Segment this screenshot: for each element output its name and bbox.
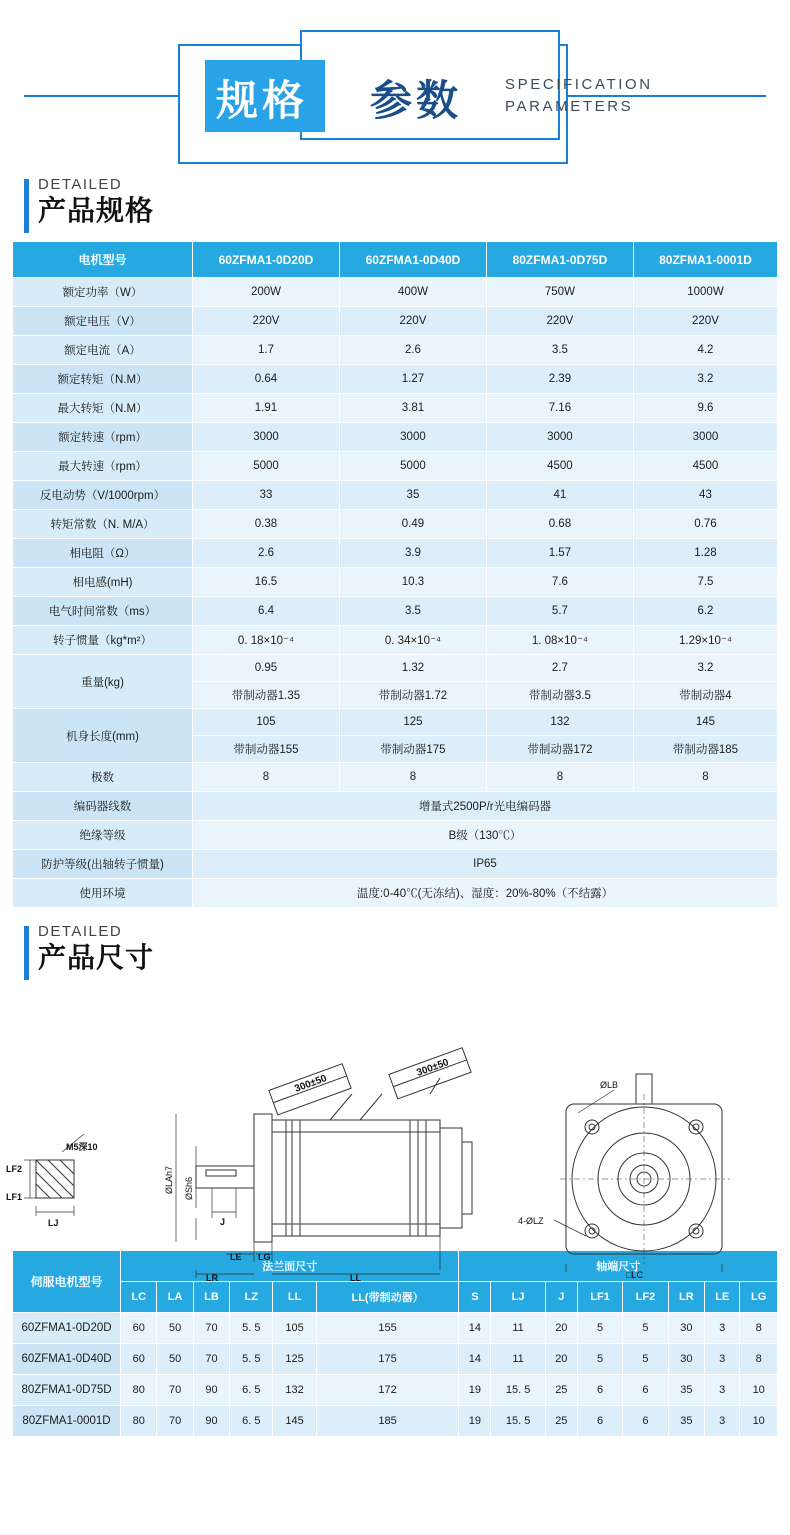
spec-cell: 16.5 (193, 568, 340, 597)
dim-row (13, 1313, 778, 1344)
spec-row-label: 重量(kg) (13, 655, 193, 709)
dim-cell: 70 (193, 1344, 229, 1375)
spec-cell: 7.5 (633, 568, 777, 597)
spec-cell: 1.91 (193, 394, 340, 423)
spec-row-label: 额定电压（V） (13, 307, 193, 336)
spec-header-row (13, 242, 778, 278)
spec-cell: 3.5 (486, 336, 633, 365)
spec-cell: 220V (339, 307, 486, 336)
dimension-table (12, 1250, 778, 1437)
spec-cell: 5000 (193, 452, 340, 481)
page-banner (0, 0, 790, 175)
spec-cell: 1.29×10⁻⁴ (633, 626, 777, 655)
dim-row-model: 60ZFMA1-0D40D (13, 1344, 121, 1375)
spec-cell: 220V (193, 307, 340, 336)
dim-cell: 3 (705, 1313, 740, 1344)
dim-header-cell: LE (705, 1282, 740, 1313)
label-j: J (220, 1217, 226, 1227)
spec-cell: 220V (633, 307, 777, 336)
dim-cell: 70 (157, 1406, 193, 1437)
spec-cell: 0.38 (193, 510, 340, 539)
dim-cell: 15. 5 (491, 1406, 546, 1437)
section-heading-dimensions (24, 922, 790, 976)
spec-cell: 3.81 (339, 394, 486, 423)
label-lc: □LC (626, 1270, 643, 1280)
spec-row-length (13, 709, 778, 763)
spec-header-cell: 80ZFMA1-0D75D (486, 242, 633, 278)
spec-row-label: 编码器线数 (13, 792, 193, 821)
dim-cell: 90 (193, 1375, 229, 1406)
spec-cell: 5000 (339, 452, 486, 481)
dim-cell: 6 (623, 1375, 668, 1406)
spec-cell: 1.57 (486, 539, 633, 568)
spec-cell: 750W (486, 278, 633, 307)
dim-header-cell: LG (740, 1282, 778, 1313)
dim-header-cell: LF1 (577, 1282, 622, 1313)
label-m5: M5深10 (66, 1142, 98, 1152)
spec-cell: 132 带制动器172 (486, 709, 633, 763)
spec-cell: 4500 (633, 452, 777, 481)
dim-header-row-groups (13, 1251, 778, 1282)
dim-cell: 5 (577, 1344, 622, 1375)
specification-table (12, 241, 778, 908)
spec-row-label: 电气时间常数（ms） (13, 597, 193, 626)
spec-cell: 1.32 带制动器1.72 (339, 655, 486, 709)
dim-cell: 19 (459, 1406, 491, 1437)
spec-row-label: 转矩常数（N. M/A） (13, 510, 193, 539)
dim-header-cell: LZ (230, 1282, 273, 1313)
dim-cell: 70 (193, 1313, 229, 1344)
banner-title-en (505, 74, 653, 118)
spec-cell: 0.95 带制动器1.35 (193, 655, 340, 709)
label-ll: LL (350, 1273, 361, 1283)
spec-row-label: 机身长度(mm) (13, 709, 193, 763)
dim-cell: 14 (459, 1313, 491, 1344)
spec-row-label: 极数 (13, 763, 193, 792)
dim-cell: 172 (316, 1375, 459, 1406)
dim-cell: 145 (273, 1406, 316, 1437)
dim-cell: 5. 5 (230, 1313, 273, 1344)
spec-cell: 3.9 (339, 539, 486, 568)
dim-cell: 6 (577, 1406, 622, 1437)
spec-cell-merged: B级（130℃） (193, 821, 778, 850)
section-heading-specifications (24, 175, 790, 229)
label-lr: LR (206, 1273, 218, 1283)
spec-cell: 3.5 (339, 597, 486, 626)
label-lf2: LF2 (6, 1164, 23, 1174)
dim-cell: 6. 5 (230, 1375, 273, 1406)
dim-cell: 30 (668, 1344, 704, 1375)
dim-header-model: 伺服电机型号 (13, 1251, 121, 1313)
spec-cell: 2.7 带制动器3.5 (486, 655, 633, 709)
dim-cell: 185 (316, 1406, 459, 1437)
dim-cell: 6 (623, 1406, 668, 1437)
dim-cell: 10 (740, 1375, 778, 1406)
spec-cell: 220V (486, 307, 633, 336)
spec-row (13, 423, 778, 452)
dim-cell: 35 (668, 1375, 704, 1406)
spec-cell: 200W (193, 278, 340, 307)
spec-cell-merged: IP65 (193, 850, 778, 879)
spec-row-label: 额定电流（A） (13, 336, 193, 365)
spec-header-cell: 电机型号 (13, 242, 193, 278)
dim-header-cell: LC (121, 1282, 157, 1313)
spec-cell: 5.7 (486, 597, 633, 626)
spec-row-merged (13, 792, 778, 821)
spec-cell: 2.39 (486, 365, 633, 394)
spec-header-cell: 80ZFMA1-0001D (633, 242, 777, 278)
spec-row (13, 568, 778, 597)
spec-cell: 7.16 (486, 394, 633, 423)
section1-en-label: DETAILED (38, 176, 123, 193)
spec-cell: 1.28 (633, 539, 777, 568)
dim-cell: 11 (491, 1344, 546, 1375)
spec-row-label: 最大转矩（N.M） (13, 394, 193, 423)
dim-header-group-flange: 法兰面尺寸 (121, 1251, 459, 1282)
spec-row (13, 394, 778, 423)
spec-cell: 105 带制动器155 (193, 709, 340, 763)
dim-cell: 6. 5 (230, 1406, 273, 1437)
dim-cell: 10 (740, 1406, 778, 1437)
spec-cell: 0. 18×10⁻⁴ (193, 626, 340, 655)
spec-row-label: 防护等级(出轴转子惯量) (13, 850, 193, 879)
spec-row (13, 452, 778, 481)
spec-row-label: 绝缘等级 (13, 821, 193, 850)
label-lz: 4-ØLZ (518, 1216, 544, 1226)
spec-header-cell: 60ZFMA1-0D40D (339, 242, 486, 278)
label-lb: ØLB (600, 1080, 619, 1090)
dim-cell: 155 (316, 1313, 459, 1344)
dim-row-model: 80ZFMA1-0D75D (13, 1375, 121, 1406)
spec-cell: 6.2 (633, 597, 777, 626)
label-lg: LG (258, 1252, 271, 1262)
dim-cell: 105 (273, 1313, 316, 1344)
dim-cell: 90 (193, 1406, 229, 1437)
label-cable1: 300±50 (293, 1073, 329, 1095)
dim-cell: 3 (705, 1406, 740, 1437)
dim-cell: 5 (623, 1344, 668, 1375)
dim-cell: 19 (459, 1375, 491, 1406)
dim-cell: 80 (121, 1375, 157, 1406)
dim-header-cell: LB (193, 1282, 229, 1313)
spec-row-label: 反电动势（V/1000rpm） (13, 481, 193, 510)
spec-cell: 35 (339, 481, 486, 510)
spec-row-label: 相电感(mH) (13, 568, 193, 597)
spec-cell: 8 (633, 763, 777, 792)
dim-header-cell: LF2 (623, 1282, 668, 1313)
dim-row-model: 60ZFMA1-0D20D (13, 1313, 121, 1344)
dim-row (13, 1344, 778, 1375)
dim-cell: 5 (623, 1313, 668, 1344)
spec-cell: 4.2 (633, 336, 777, 365)
dim-cell: 70 (157, 1375, 193, 1406)
dim-cell: 3 (705, 1375, 740, 1406)
section2-cn-label: 产品尺寸 (38, 943, 155, 974)
dim-cell: 20 (545, 1313, 577, 1344)
spec-row (13, 626, 778, 655)
dim-cell: 25 (545, 1406, 577, 1437)
dim-cell: 5. 5 (230, 1344, 273, 1375)
dim-cell: 5 (577, 1313, 622, 1344)
spec-cell: 10.3 (339, 568, 486, 597)
spec-cell: 0.64 (193, 365, 340, 394)
dim-cell: 20 (545, 1344, 577, 1375)
spec-cell: 41 (486, 481, 633, 510)
label-sh6: ØSh6 (184, 1176, 194, 1200)
spec-cell: 6.4 (193, 597, 340, 626)
spec-cell: 8 (486, 763, 633, 792)
label-lj: LJ (48, 1218, 59, 1228)
dim-header-group-shaft: 轴端尺寸 (459, 1251, 778, 1282)
dim-cell: 15. 5 (491, 1375, 546, 1406)
spec-cell: 33 (193, 481, 340, 510)
spec-cell: 125 带制动器175 (339, 709, 486, 763)
spec-row (13, 307, 778, 336)
banner-title-cn-right: 参数 (370, 79, 463, 125)
spec-cell: 3000 (633, 423, 777, 452)
spec-cell: 400W (339, 278, 486, 307)
label-la: ØLAh7 (164, 1165, 174, 1194)
spec-row (13, 597, 778, 626)
label-le: LE (230, 1252, 242, 1262)
spec-cell: 3000 (339, 423, 486, 452)
spec-row (13, 278, 778, 307)
spec-cell: 1.27 (339, 365, 486, 394)
spec-row (13, 539, 778, 568)
dim-row (13, 1406, 778, 1437)
dim-cell: 50 (157, 1344, 193, 1375)
spec-cell: 1. 08×10⁻⁴ (486, 626, 633, 655)
spec-cell: 9.6 (633, 394, 777, 423)
spec-cell: 0. 34×10⁻⁴ (339, 626, 486, 655)
dim-cell: 175 (316, 1344, 459, 1375)
spec-cell-merged: 增量式2500P/r光电编码器 (193, 792, 778, 821)
spec-cell: 43 (633, 481, 777, 510)
spec-row-poles (13, 763, 778, 792)
section1-cn-label: 产品规格 (38, 196, 155, 227)
dim-header-cell: LL(带制动器） (316, 1282, 459, 1313)
label-lf1: LF1 (6, 1192, 23, 1202)
dim-cell: 25 (545, 1375, 577, 1406)
dim-cell: 132 (273, 1375, 316, 1406)
dim-cell: 35 (668, 1406, 704, 1437)
dim-header-cell: LA (157, 1282, 193, 1313)
spec-cell: 2.6 (193, 539, 340, 568)
spec-header-cell: 60ZFMA1-0D20D (193, 242, 340, 278)
spec-cell: 8 (193, 763, 340, 792)
spec-row-label: 相电阻（Ω） (13, 539, 193, 568)
dim-header-cell: LR (668, 1282, 704, 1313)
label-cable2: 300±50 (415, 1057, 451, 1079)
spec-row-label: 使用环境 (13, 879, 193, 908)
spec-row-label: 额定功率（W） (13, 278, 193, 307)
dim-cell: 14 (459, 1344, 491, 1375)
spec-row-merged (13, 850, 778, 879)
dim-cell: 6 (577, 1375, 622, 1406)
section2-en-label: DETAILED (38, 923, 123, 940)
dim-cell: 80 (121, 1406, 157, 1437)
spec-row-label: 额定转速（rpm） (13, 423, 193, 452)
spec-cell: 3000 (486, 423, 633, 452)
spec-row-weight (13, 655, 778, 709)
spec-row-merged (13, 879, 778, 908)
dim-cell: 60 (121, 1344, 157, 1375)
spec-row-label: 额定转矩（N.M） (13, 365, 193, 394)
dim-header-cell: J (545, 1282, 577, 1313)
spec-cell: 3000 (193, 423, 340, 452)
spec-cell: 8 (339, 763, 486, 792)
spec-row (13, 365, 778, 394)
spec-row-label: 转子惯量（kg*m²） (13, 626, 193, 655)
dim-header-cell: S (459, 1282, 491, 1313)
dim-cell: 11 (491, 1313, 546, 1344)
spec-cell: 0.68 (486, 510, 633, 539)
spec-row-merged (13, 821, 778, 850)
spec-cell: 4500 (486, 452, 633, 481)
banner-title-cn-left: 规格 (216, 79, 309, 125)
dim-row-model: 80ZFMA1-0001D (13, 1406, 121, 1437)
dim-header-cell: LL (273, 1282, 316, 1313)
spec-cell-merged: 温度:0-40℃(无冻结)、湿度：20%-80%（不结露） (193, 879, 778, 908)
spec-cell: 2.6 (339, 336, 486, 365)
spec-cell: 0.49 (339, 510, 486, 539)
spec-cell: 3.2 带制动器4 (633, 655, 777, 709)
spec-row (13, 336, 778, 365)
dim-cell: 8 (740, 1344, 778, 1375)
spec-cell: 145 带制动器185 (633, 709, 777, 763)
spec-row-label: 最大转速（rpm） (13, 452, 193, 481)
banner-title-en-line1: SPECIFICATION (505, 76, 653, 93)
dim-cell: 3 (705, 1344, 740, 1375)
spec-row (13, 481, 778, 510)
dim-cell: 30 (668, 1313, 704, 1344)
dim-row (13, 1375, 778, 1406)
spec-cell: 1000W (633, 278, 777, 307)
spec-cell: 7.6 (486, 568, 633, 597)
banner-title-en-line2: PARAMETERS (505, 98, 634, 115)
spec-cell: 3.2 (633, 365, 777, 394)
dim-header-cell: LJ (491, 1282, 546, 1313)
dim-header-row-columns (13, 1282, 778, 1313)
dim-cell: 60 (121, 1313, 157, 1344)
spec-cell: 1.7 (193, 336, 340, 365)
dim-cell: 50 (157, 1313, 193, 1344)
spec-row (13, 510, 778, 539)
spec-cell: 0.76 (633, 510, 777, 539)
dim-cell: 125 (273, 1344, 316, 1375)
dim-cell: 8 (740, 1313, 778, 1344)
